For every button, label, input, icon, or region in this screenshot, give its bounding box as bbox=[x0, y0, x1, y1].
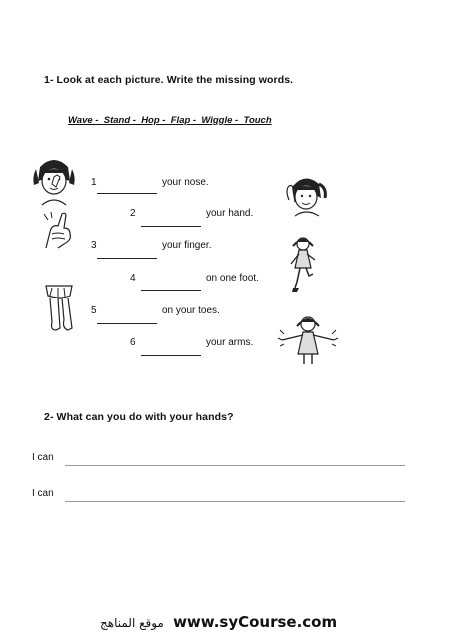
word-bank: Wave - Stand - Hop - Flap - Wiggle - Touch bbox=[68, 115, 272, 126]
item-2-number: 2 bbox=[130, 208, 136, 219]
girl-flapping-arms-illustration bbox=[276, 312, 340, 366]
item-4-number: 4 bbox=[130, 273, 136, 284]
item-3-phrase: your finger. bbox=[162, 240, 212, 251]
item-6-phrase: your arms. bbox=[206, 337, 254, 348]
question-1-title: 1- Look at each picture. Write the missing words. bbox=[44, 74, 294, 86]
item-5-phrase: on your toes. bbox=[162, 305, 220, 316]
girl-hopping-illustration bbox=[283, 236, 323, 298]
item-6-number: 6 bbox=[130, 337, 136, 348]
answer-line-1[interactable] bbox=[65, 465, 405, 466]
i-can-label-2: I can bbox=[32, 488, 54, 499]
item-1-answer-blank[interactable] bbox=[97, 193, 157, 194]
footer-site-link[interactable]: www.syCourse.com bbox=[173, 613, 338, 631]
i-can-label-1: I can bbox=[32, 452, 54, 463]
hand-finger-illustration bbox=[38, 210, 78, 250]
footer-watermark bbox=[100, 613, 337, 631]
question-2-title: 2- What can you do with your hands? bbox=[44, 411, 234, 423]
feet-on-toes-illustration bbox=[40, 282, 78, 334]
item-4-phrase: on one foot. bbox=[206, 273, 259, 284]
item-5-number: 5 bbox=[91, 305, 97, 316]
answer-line-2[interactable] bbox=[65, 501, 405, 502]
item-3-number: 3 bbox=[91, 240, 97, 251]
item-2-answer-blank[interactable] bbox=[141, 226, 201, 227]
girl-touching-nose-illustration bbox=[30, 155, 78, 207]
item-1-number: 1 bbox=[91, 177, 97, 188]
item-3-answer-blank[interactable] bbox=[97, 258, 157, 259]
item-2-phrase: your hand. bbox=[206, 208, 254, 219]
footer-arabic-text: موقع المناهج bbox=[100, 616, 164, 630]
item-4-answer-blank[interactable] bbox=[141, 290, 201, 291]
item-6-answer-blank[interactable] bbox=[141, 355, 201, 356]
girl-waving-illustration bbox=[283, 172, 329, 220]
item-1-phrase: your nose. bbox=[162, 177, 209, 188]
item-5-answer-blank[interactable] bbox=[97, 323, 157, 324]
